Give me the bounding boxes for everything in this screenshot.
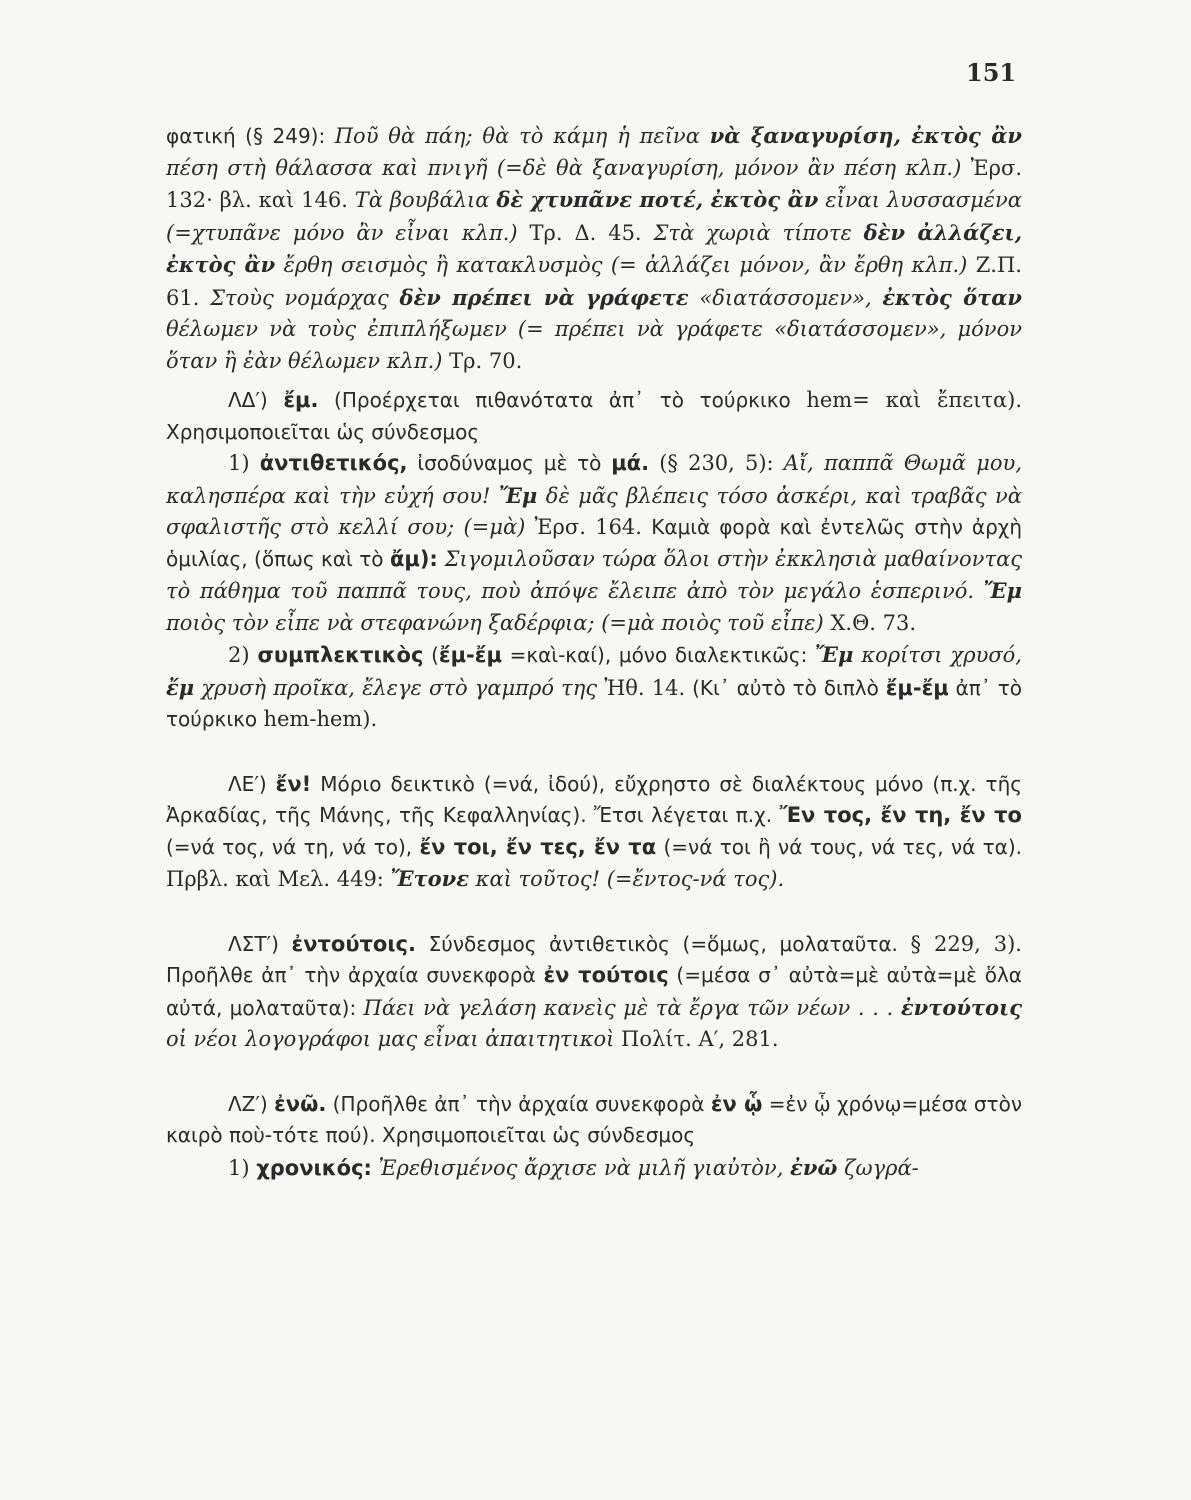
citation: Χ.Θ. 73.: [830, 610, 917, 635]
example-text: «διατάσσομεν»,: [688, 285, 883, 310]
citation: Ἐρσ. 132· βλ. καὶ 146.: [166, 155, 1022, 212]
example-text: ἔρθη σεισμὸς ἢ κατακλυσμὸς (= ἀλλάζει μόνον, ἂν ἔρθη κλπ.): [275, 253, 976, 277]
entry-label: ΛΣΤ′): [228, 931, 292, 956]
sense-number: 1): [228, 451, 260, 475]
sense-2-copulative: [166, 639, 1022, 736]
emphasis-text: Ἔμ: [498, 482, 538, 508]
citation: Πολίτ. Α′, 281.: [621, 1027, 779, 1051]
citation: Ζ.Π. 61.: [166, 253, 1022, 310]
example-text: κορίτσι χρυσό,: [853, 643, 1022, 667]
text-run: (: [423, 643, 439, 667]
sense-number: 1): [228, 1155, 257, 1180]
emphasis-text: δὲν πρέπει νὰ γράφετε: [399, 284, 689, 310]
headword: ἐντούτοις.: [291, 931, 416, 956]
sense-term: συμπλεκτικὸς: [257, 643, 424, 667]
emphasis-text: Ἔμ: [815, 642, 854, 667]
example-text: εἶναι λυσσασμένα (=χτυπᾶνε μόνο ἂν εἶναι κλπ.): [166, 188, 1022, 245]
headword: μά.: [611, 451, 650, 475]
text-run: hem-hem).: [263, 707, 378, 731]
entry-en: [166, 769, 1022, 896]
text-run: Σύνδεσμος ἀντιθετικὸς (=ὅμως, μολαταῦτα.: [415, 931, 911, 956]
entry-label: ΛΔ′): [228, 388, 284, 412]
emphasis-text: ἔμ: [166, 674, 195, 700]
text-run: (=μέσα σ᾽ αὐτὰ=μὲ αὐτὰ=μὲ ὅλα αὐτά, μολαταῦτα):: [166, 963, 1022, 1020]
entry-eno: [166, 1089, 1022, 1152]
paragraph-intro-continuation: [166, 120, 1022, 377]
example-text: Στὰ χωριὰ τίποτε: [653, 220, 864, 245]
text-run: (§ 230, 5):: [649, 451, 784, 475]
entry-entoutois: [166, 929, 1022, 1056]
text-run: Μόριο δεικτικὸ (=νά, ἰδού), εὔχρηστο σὲ διαλέκτους μόνο (π.χ. τῆς Ἀρκαδίας, τῆς Μάνης, τῆς Κεφαλληνίας). Ἔτσι λέγεται π.χ.: [166, 771, 1022, 827]
text-run: =ἐν ᾧ χρόνῳ=μέσα στὸν καιρὸ ποὺ-τότε πού). Χρησιμοποιεῖται ὡς σύνδεσμος: [166, 1091, 1022, 1147]
sense-number: 2): [228, 643, 258, 667]
headword: ἐν τούτοις: [543, 963, 669, 987]
example-text: ποιὸς τὸν εἶπε νὰ στεφανώνη ξαδέρφια; (=μὰ ποιὸς τοῦ εἶπε): [166, 610, 831, 635]
sense-term: χρονικός:: [256, 1155, 372, 1180]
text-run: ἰσοδύναμος μὲ τὸ: [407, 451, 612, 475]
headword: ἐν ᾧ: [710, 1091, 763, 1116]
citation: Ἐρσ. 164.: [534, 515, 652, 539]
headword: ἔμ.: [283, 388, 319, 412]
text-run: (=νά τος, νά τη, νά το),: [166, 834, 420, 859]
headword: ἔν!: [275, 771, 312, 796]
entry-em: [166, 385, 1022, 448]
text-run: (Προῆλθε ἀπ᾽ τὴν ἀρχαία συνεκφορὰ: [326, 1091, 711, 1116]
example-text: Αἴ, παππᾶ Θωμᾶ μου, καλησπέρα καὶ τὴν εὐχή σου!: [166, 451, 1022, 508]
example-text: δὲ μᾶς βλέπεις τόσο ἀσκέρι, καὶ τραβᾶς νὰ σφαλιστῆς στὸ κελλί σου; (=μὰ): [166, 483, 1022, 539]
example-text: χρυσὴ προῖκα, ἔλεγε στὸ γαμπρό της: [194, 675, 605, 700]
headword: ἔμ-ἔμ: [438, 643, 502, 667]
citation: Ἠθ. 14.: [604, 675, 686, 700]
example-text: Ποῦ θὰ πάη; θὰ τὸ κάμη ἡ πεῖνα: [334, 124, 710, 148]
text-run: (Προέρχεται πιθανότατα ἀπ᾽ τὸ τούρκικο: [318, 388, 807, 412]
sense-term: ἀντιθετικός,: [259, 451, 408, 475]
citation: Πρβλ. καὶ Μελ. 449:: [166, 867, 391, 891]
example-text: Σιγομιλοῦσαν τώρα ὅλοι στὴν ἐκκλησιὰ μαθαίνοντας τὸ πάθημα τοῦ παππᾶ τους, ποὺ ἀπόψε ἔλειπε ἀπὸ τὸν μεγάλο ἑσπερινό.: [166, 546, 1023, 603]
text-run: Προῆλθε ἀπ᾽ τὴν ἀρχαία συνεκφορὰ: [166, 963, 544, 987]
emphasis-text: δὲν ἀλλάζει, ἐκτὸς ἂν: [166, 219, 1023, 277]
headword: Ἔν τος, ἔν τη, ἔν το: [779, 803, 1022, 827]
emphasis-text: ἐκτὸς ὅταν: [882, 284, 1022, 310]
example-text: Στοὺς νομάρχας: [210, 285, 400, 310]
text-run: =καὶ-καί), μόνο διαλεκτικῶς:: [501, 643, 815, 667]
text-run: hem= καὶ ἔπειτα).: [806, 388, 1022, 412]
headword: ἔμ-ἔμ: [885, 675, 949, 700]
citation: Τρ. Δ. 45.: [529, 220, 654, 245]
example-text: Πάει νὰ γελάση κανεὶς μὲ τὰ ἔργα τῶν νέων . . .: [363, 995, 901, 1020]
emphasis-text: ἐντούτοις: [900, 994, 1022, 1020]
example-text: πέση στὴ θάλασσα καὶ πνιγῆ (=δὲ θὰ ξαναγυρίση, μόνον ἂν πέση κλπ.): [166, 155, 971, 180]
headword: ἐνῶ.: [274, 1091, 327, 1116]
example-text: Τὰ βουβάλια: [354, 188, 497, 212]
text-run: (Κι᾽ αὐτὸ τὸ διπλὸ: [685, 675, 886, 700]
page-number: 151: [966, 58, 1017, 87]
example-text: οἱ νέοι λογογράφοι μας εἶναι ἀπαιτητικοὶ: [166, 1027, 622, 1051]
sense-1-adversative: [166, 448, 1022, 639]
citation: Τρ. 70.: [449, 348, 523, 373]
text-run: (=νά τοι ἢ νά τους, νά τες, νά τα).: [656, 834, 1023, 859]
text-run: Χρησιμοποιεῖται ὡς σύνδεσμος: [166, 419, 480, 444]
text-run: ἀπ᾽ τὸ τούρκικο: [166, 675, 1022, 731]
example-text: θέλωμεν νὰ τοὺς ἐπιπλήξωμεν (= πρέπει νὰ γράφετε «διατάσσομεν», μόνον ὅταν ἢ ἐὰν θέλωμεν κλπ.): [166, 317, 1022, 373]
example-text: καὶ τοῦτος! (=ἔντος-νά τος).: [469, 867, 785, 891]
entry-label: ΛΕ′): [228, 771, 276, 796]
body-text: [166, 120, 1022, 1184]
text-run: § 229, 3).: [910, 931, 1022, 956]
example-text: Ἐρεθισμένος ἄρχισε νὰ μιλῆ γιαὐτὸν,: [371, 1155, 791, 1180]
emphasis-text: δὲ χτυπᾶνε ποτέ, ἐκτὸς ἂν: [496, 187, 819, 212]
sense-1-temporal: [166, 1152, 1022, 1185]
entry-label: ΛΖ′): [228, 1091, 275, 1116]
example-text: ζωγρά-: [837, 1155, 919, 1180]
emphasis-text: νὰ ξαναγυρίση, ἐκτὸς ἂν: [709, 123, 1022, 148]
headword: ἄμ):: [389, 546, 438, 571]
headword: ἔν τοι, ἔν τες, ἔν τα: [419, 834, 657, 859]
emphasis-text: Ἔμ: [983, 578, 1022, 603]
text-run: Καμιὰ φορὰ καὶ ἐντελῶς στὴν ἀρχὴ ὁμιλίας, (ὅπως καὶ τὸ: [166, 515, 1022, 571]
emphasis-text: ἐνῶ: [790, 1154, 838, 1180]
text-run: φατική (§ 249):: [166, 124, 335, 148]
emphasis-text: Ἔτονε: [390, 866, 469, 891]
